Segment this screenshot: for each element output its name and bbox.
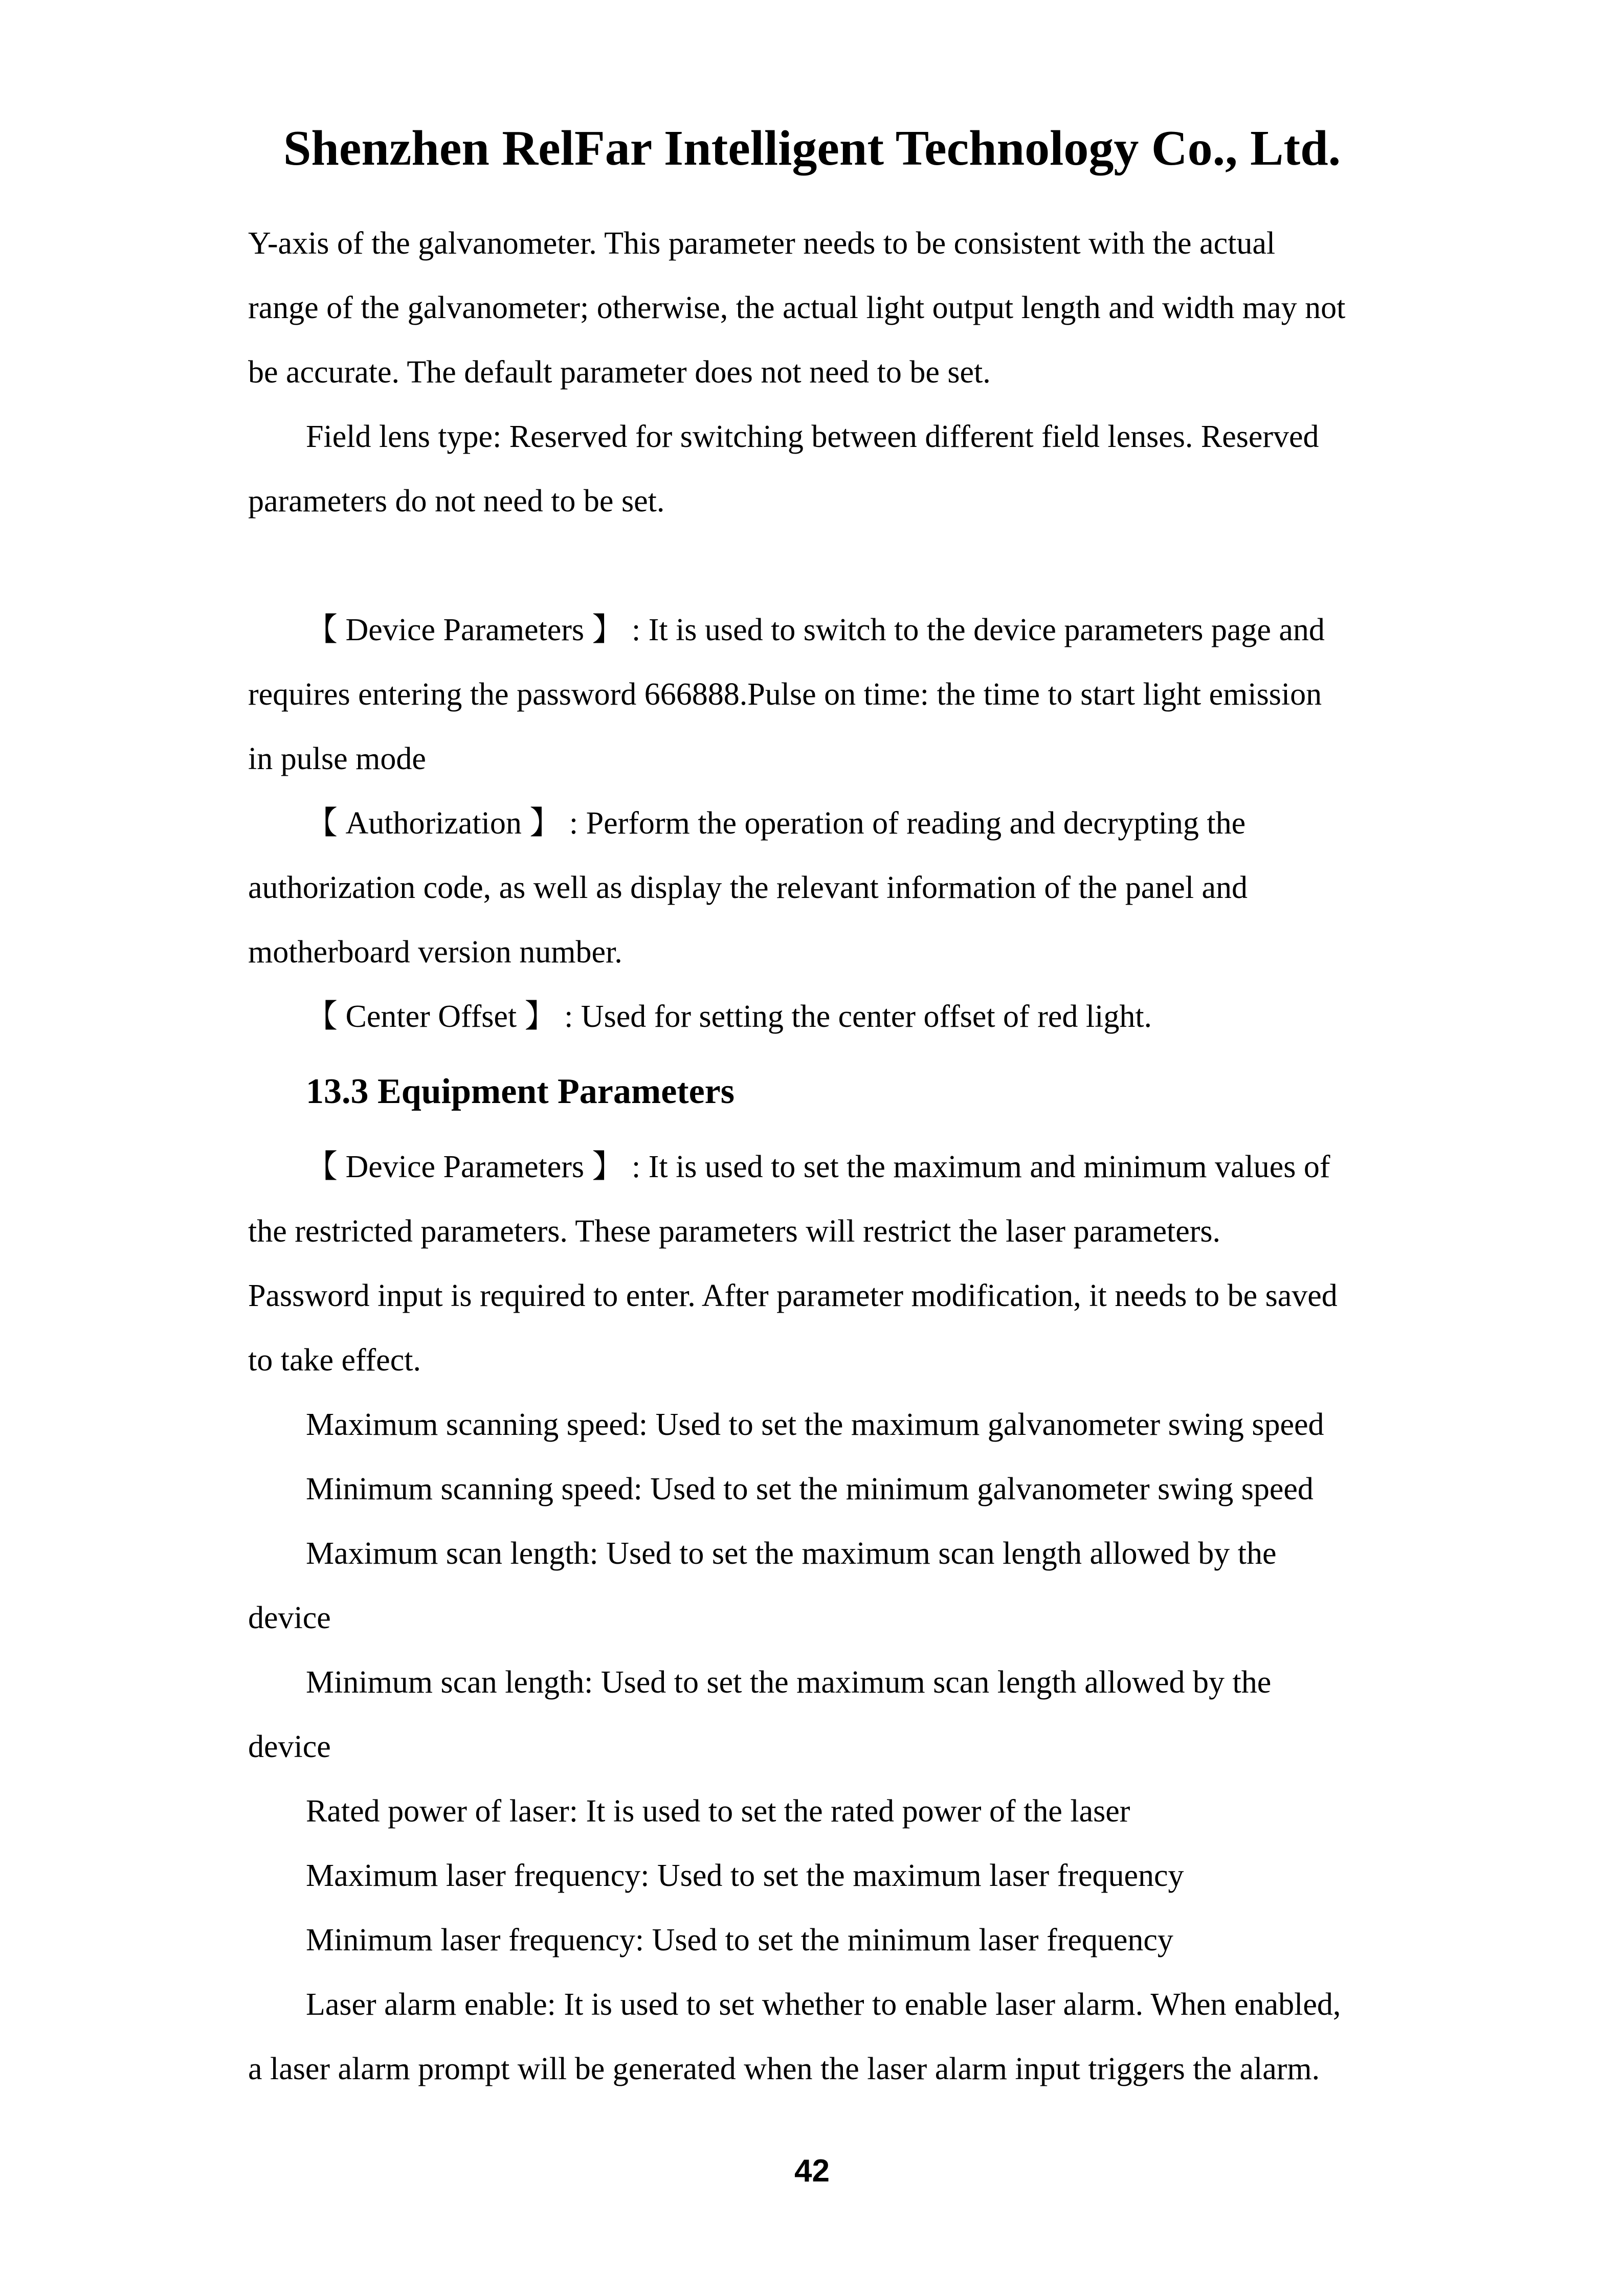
text-line: the restricted parameters. These parameters will restrict the laser parameters. (248, 1214, 1221, 1249)
text-line: Password input is required to enter. After parameter modification, it needs to be saved (248, 1278, 1338, 1313)
text-line: requires entering the password 666888.Pulse on time: the time to start light emission (248, 677, 1322, 712)
text-line: Field lens type: Reserved for switching between different field lenses. Reserved (306, 419, 1319, 454)
text-line: Rated power of laser: It is used to set the rated power of the laser (306, 1794, 1130, 1829)
text-line: Minimum scanning speed: Used to set the minimum galvanometer swing speed (306, 1472, 1314, 1506)
text-line: Maximum laser frequency: Used to set the maximum laser frequency (306, 1858, 1184, 1893)
text-line: 【 Device Parameters 】 : It is used to set the maximum and minimum values of (306, 1150, 1330, 1184)
text-line: 【 Device Parameters 】 : It is used to switch to the device parameters page and (306, 613, 1325, 647)
text-line: parameters do not need to be set. (248, 484, 665, 519)
text-line: device (248, 1601, 331, 1635)
text-line: Maximum scanning speed: Used to set the maximum galvanometer swing speed (306, 1407, 1324, 1442)
page-number: 42 (794, 2153, 830, 2189)
text-line: 【 Authorization 】 : Perform the operation of reading and decrypting the (306, 806, 1246, 841)
text-line: Minimum scan length: Used to set the maximum scan length allowed by the (306, 1665, 1272, 1700)
text-line: in pulse mode (248, 741, 426, 776)
text-line: 【 Center Offset 】 : Used for setting the center offset of red light. (306, 999, 1152, 1034)
document-header-title: Shenzhen RelFar Intelligent Technology Co., Ltd. (283, 121, 1341, 176)
text-line: device (248, 1729, 331, 1764)
section-heading: 13.3 Equipment Parameters (306, 1072, 735, 1111)
document-body (248, 211, 1425, 2101)
text-line: Maximum scan length: Used to set the maximum scan length allowed by the (306, 1536, 1277, 1571)
text-line: motherboard version number. (248, 935, 622, 970)
text-line: be accurate. The default parameter does not need to be set. (248, 355, 991, 390)
text-line: Y-axis of the galvanometer. This parameter needs to be consistent with the actual (248, 226, 1276, 261)
text-line: a laser alarm prompt will be generated when the laser alarm input triggers the alarm. (248, 2052, 1320, 2086)
blank-line (248, 533, 1425, 598)
text-line: authorization code, as well as display the relevant information of the panel and (248, 870, 1248, 905)
text-line: Minimum laser frequency: Used to set the minimum laser frequency (306, 1923, 1173, 1957)
text-line: Laser alarm enable: It is used to set whether to enable laser alarm. When enabled, (306, 1987, 1341, 2022)
text-line: to take effect. (248, 1343, 421, 1378)
text-line: range of the galvanometer; otherwise, the actual light output length and width may not (248, 290, 1346, 325)
